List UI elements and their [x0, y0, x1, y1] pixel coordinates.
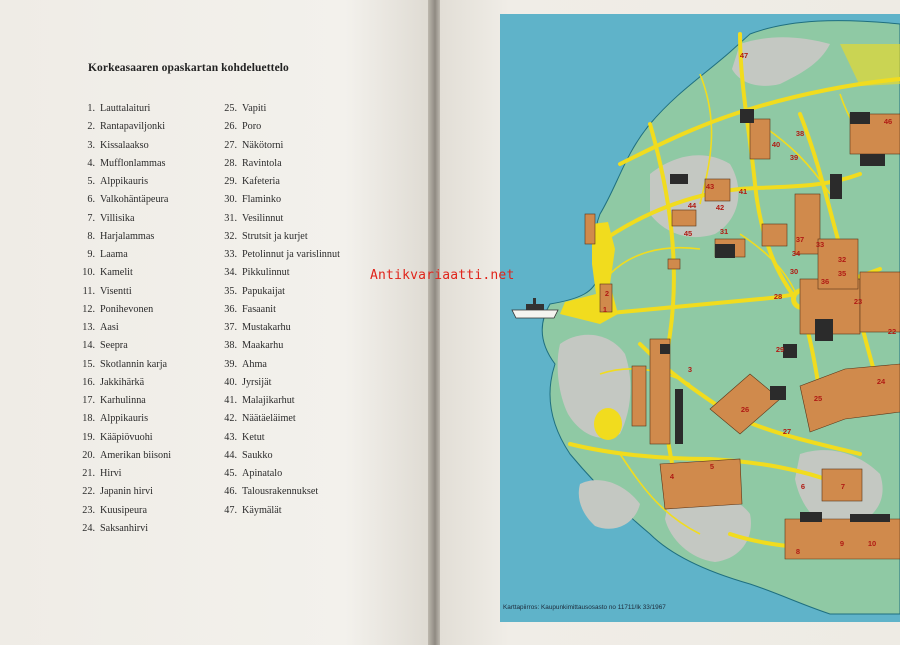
- legend-item-name: Ponihevonen: [100, 303, 154, 315]
- legend-item: [72, 410, 171, 428]
- legend-item-name: Saukko: [242, 449, 273, 461]
- legend-item-number: 39.: [224, 358, 237, 370]
- legend-item-number: 44.: [224, 449, 237, 461]
- legend-item-name: Visentti: [100, 285, 132, 297]
- legend-item-name: Harjalammas: [100, 230, 155, 242]
- legend-item-number: 20.: [82, 449, 95, 461]
- map-number-label: 4: [669, 472, 675, 481]
- legend-item-number: 35.: [224, 285, 237, 297]
- legend-item-number: 17.: [82, 395, 95, 406]
- legend-item-number: 25.: [224, 103, 237, 114]
- map-number-label: 24: [876, 377, 886, 386]
- legend-item: [208, 483, 340, 501]
- legend-item-name: Kamelit: [100, 267, 133, 279]
- left-page: [0, 0, 432, 645]
- legend-item: [208, 356, 340, 374]
- legend-item: [72, 520, 171, 538]
- legend-item: [72, 429, 171, 447]
- legend-item-number: 22.: [82, 486, 95, 498]
- legend-item-number: 2.: [87, 121, 95, 133]
- legend-item-number: 24.: [82, 522, 95, 534]
- legend-item-number: 11.: [82, 285, 95, 297]
- legend-item-name: Hirvi: [100, 468, 122, 479]
- legend-item: [208, 137, 340, 155]
- legend-item-name: Apinatalo: [242, 468, 283, 479]
- map-number-label: 45: [683, 229, 693, 238]
- legend-item-name: Maakarhu: [242, 340, 284, 352]
- legend-item-number: 1.: [87, 103, 95, 114]
- legend-item-name: Villisika: [100, 212, 135, 224]
- legend-item-name: Jakkihärkä: [100, 376, 145, 388]
- legend-item-number: 41.: [224, 395, 237, 406]
- watermark-text: Antikvariaatti.net: [370, 268, 515, 283]
- map-credit: Karttapiirros: Kaupunkimittausosasto no 11711/lk 33/1967: [503, 604, 666, 611]
- legend-item-name: Malajikarhut: [242, 395, 295, 406]
- map-number-label: 3: [687, 365, 693, 374]
- legend-item: [208, 246, 340, 264]
- map-number-label: 22: [887, 327, 897, 336]
- legend-item-name: Skotlannin karja: [100, 358, 168, 370]
- legend-item-name: Vesilinnut: [242, 212, 284, 224]
- legend-column-1: [72, 100, 171, 538]
- legend-item: [72, 137, 171, 155]
- legend-item: [72, 337, 171, 355]
- legend-item: [208, 447, 340, 465]
- legend-item: [208, 337, 340, 355]
- legend-item-number: 32.: [224, 230, 237, 242]
- legend-item: [208, 264, 340, 282]
- legend-item: [72, 374, 171, 392]
- legend-item: [208, 210, 340, 228]
- legend-item-name: Rantapaviljonki: [100, 121, 166, 133]
- legend-item-number: 42.: [224, 413, 237, 425]
- legend-item-number: 28.: [224, 157, 237, 169]
- legend-item-name: Papukaijat: [242, 285, 286, 297]
- legend-item-number: 40.: [224, 376, 237, 388]
- legend-item: [72, 210, 171, 228]
- legend-item-name: Kafeteria: [242, 176, 280, 187]
- map-number-label: 27: [782, 427, 792, 436]
- map-number-label: 39: [789, 153, 799, 162]
- map-number-label: 42: [715, 203, 725, 212]
- map-number-label: 23: [853, 297, 863, 306]
- legend-item-number: 30.: [224, 194, 237, 206]
- legend-item-name: Alppikauris: [100, 176, 149, 187]
- map-number-label: 28: [773, 292, 783, 301]
- map-number-label: 46: [883, 117, 893, 126]
- legend-item-name: Käymälät: [242, 504, 282, 516]
- legend-item-name: Kääpiövuohi: [100, 431, 153, 443]
- legend-item-number: 21.: [82, 468, 95, 479]
- legend-item-number: 34.: [224, 267, 237, 279]
- legend-item-name: Kuusipeura: [100, 504, 147, 516]
- map-number-label: 43: [705, 182, 715, 191]
- legend-item-name: Alppikauris: [100, 413, 149, 425]
- map-number-label: 44: [687, 201, 697, 210]
- map-number-label: 6: [800, 482, 806, 491]
- map-graphic: [500, 14, 900, 622]
- legend-item-number: 36.: [224, 303, 237, 315]
- list-title: Korkeasaaren opaskartan kohdeluettelo: [88, 62, 289, 74]
- legend-item-name: Mufflonlammas: [100, 157, 166, 169]
- legend-item: [72, 447, 171, 465]
- legend-item: [208, 228, 340, 246]
- legend-item-name: Ravintola: [242, 157, 282, 169]
- legend-item-name: Pikkulinnut: [242, 267, 290, 279]
- map-number-label: 38: [795, 129, 805, 138]
- map-number-label: 1: [602, 305, 608, 314]
- legend-column-2: [208, 100, 340, 520]
- legend-item-number: 47.: [224, 504, 237, 516]
- legend-item: [72, 246, 171, 264]
- legend-item-number: 3.: [87, 139, 95, 151]
- map-number-label: 35: [837, 269, 847, 278]
- legend-item-number: 6.: [87, 194, 95, 206]
- zoo-map: [500, 14, 900, 622]
- legend-item-number: 5.: [87, 176, 95, 187]
- legend-item-name: Flaminko: [242, 194, 282, 206]
- legend-item: [208, 392, 340, 410]
- legend-item-name: Karhulinna: [100, 395, 146, 406]
- legend-item-number: 23.: [82, 504, 95, 516]
- legend-item-number: 14.: [82, 340, 95, 352]
- legend-item: [208, 374, 340, 392]
- map-number-label: 40: [771, 140, 781, 149]
- map-number-label: 26: [740, 405, 750, 414]
- legend-item-number: 4.: [87, 157, 95, 169]
- legend-item: [208, 283, 340, 301]
- legend-item-name: Valkohäntäpeura: [100, 194, 169, 206]
- map-number-label: 25: [813, 394, 823, 403]
- legend-item-number: 16.: [82, 376, 95, 388]
- legend-item: [72, 173, 171, 191]
- legend-item-number: 12.: [82, 303, 95, 315]
- legend-item: [72, 483, 171, 501]
- legend-item: [72, 319, 171, 337]
- legend-item-number: 38.: [224, 340, 237, 352]
- legend-item: [208, 118, 340, 136]
- legend-item-name: Ketut: [242, 431, 265, 443]
- legend-item-name: Strutsit ja kurjet: [242, 230, 308, 242]
- legend-item-number: 26.: [224, 121, 237, 133]
- legend-item-name: Talousrakennukset: [242, 486, 319, 498]
- map-number-label: 37: [795, 235, 805, 244]
- legend-item-name: Seepra: [100, 340, 128, 352]
- legend-item-name: Kissalaakso: [100, 139, 149, 151]
- map-number-label: 34: [791, 249, 801, 258]
- map-number-label: 47: [739, 51, 749, 60]
- legend-item-number: 29.: [224, 176, 237, 187]
- legend-item-number: 37.: [224, 322, 237, 333]
- legend-item: [72, 155, 171, 173]
- legend-item-number: 46.: [224, 486, 237, 498]
- legend-item-name: Petolinnut ja varislinnut: [242, 249, 340, 260]
- legend-item-number: 27.: [224, 139, 237, 151]
- legend-item-name: Amerikan biisoni: [100, 449, 172, 461]
- legend-item: [208, 502, 340, 520]
- legend-item: [208, 465, 340, 483]
- legend-item: [72, 392, 171, 410]
- map-number-label: 5: [709, 462, 715, 471]
- legend-item: [72, 118, 171, 136]
- legend-item-name: Lauttalaituri: [100, 103, 151, 114]
- legend-item-name: Aasi: [100, 322, 119, 333]
- legend-item-name: Näkötorni: [242, 139, 284, 151]
- legend-item: [72, 356, 171, 374]
- legend-item-name: Vapiti: [242, 103, 267, 114]
- legend-item-number: 15.: [82, 358, 95, 370]
- map-number-label: 9: [839, 539, 845, 548]
- legend-item: [72, 502, 171, 520]
- legend-item: [208, 429, 340, 447]
- legend-item-number: 31.: [224, 212, 237, 224]
- legend-item: [72, 228, 171, 246]
- map-number-label: 30: [789, 267, 799, 276]
- legend-item-name: Mustakarhu: [242, 322, 291, 333]
- legend-item: [208, 301, 340, 319]
- map-number-label: 2: [604, 289, 610, 298]
- legend-item: [72, 100, 171, 118]
- map-number-label: 32: [837, 255, 847, 264]
- legend-item: [208, 191, 340, 209]
- legend-item-name: Näätäeläimet: [242, 413, 296, 425]
- legend-item-number: 18.: [82, 413, 95, 425]
- legend-item-number: 7.: [87, 212, 95, 224]
- legend-item-number: 13.: [82, 322, 95, 333]
- map-number-label: 29: [775, 345, 785, 354]
- legend-item-number: 10.: [82, 267, 95, 279]
- legend-item-name: Poro: [242, 121, 262, 133]
- legend-item: [72, 283, 171, 301]
- map-number-label: 33: [815, 240, 825, 249]
- legend-item: [72, 264, 171, 282]
- legend-item-name: Ahma: [242, 358, 267, 370]
- legend-item-name: Jyrsijät: [242, 376, 272, 388]
- map-number-label: 36: [820, 277, 830, 286]
- legend-item-number: 9.: [87, 249, 95, 260]
- legend-item-number: 8.: [87, 230, 95, 242]
- legend-item-name: Fasaanit: [242, 303, 276, 315]
- map-number-label: 31: [719, 227, 729, 236]
- legend-item-name: Laama: [100, 249, 128, 260]
- legend-item: [208, 410, 340, 428]
- legend-item-name: Saksanhirvi: [100, 522, 149, 534]
- map-number-label: 41: [738, 187, 748, 196]
- legend-item: [72, 465, 171, 483]
- legend-item: [72, 301, 171, 319]
- legend-item-number: 45.: [224, 468, 237, 479]
- map-number-label: 10: [867, 539, 877, 548]
- legend-item: [208, 155, 340, 173]
- legend-item-number: 43.: [224, 431, 237, 443]
- legend-item: [208, 100, 340, 118]
- legend-item-name: Japanin hirvi: [100, 486, 153, 498]
- map-number-label: 8: [795, 547, 801, 556]
- legend-item-number: 19.: [82, 431, 95, 443]
- legend-item: [208, 319, 340, 337]
- legend-item: [208, 173, 340, 191]
- legend-item: [72, 191, 171, 209]
- map-number-label: 7: [840, 482, 846, 491]
- legend-item-number: 33.: [224, 249, 237, 260]
